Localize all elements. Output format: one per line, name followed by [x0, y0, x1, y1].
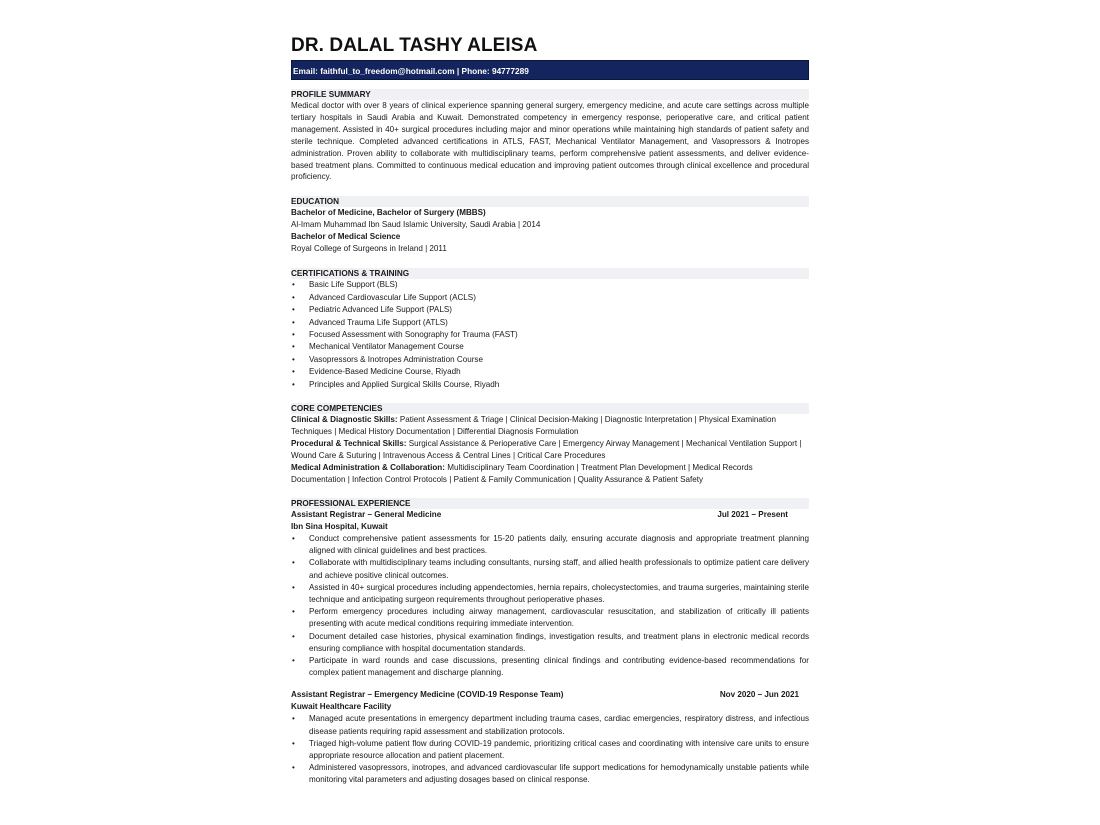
- bullet-icon: •: [292, 305, 295, 315]
- job-bullets: [291, 533, 809, 679]
- list-item: • Focused Assessment with Sonography for Trauma (FAST): [291, 329, 809, 341]
- list-item: • Managed acute presentations in emergency department including trauma cases, cardiac emergencies, respiratory distress, and infectious disease patients requiring rapid assessment and stabilization protocols.: [292, 714, 809, 736]
- list-item: • Vasopressors & Inotropes Administration Course: [291, 354, 809, 366]
- bullet-icon: •: [292, 534, 295, 543]
- profile-summary-text: Medical doctor with over 8 years of clinical experience spanning general surgery, emergency medicine, and acute care settings across multiple tertiary hospitals in Saudi Arabia and Kuwait. Demonstrated competency in emergency response, perioperative care, and critical patient management. Assisted in 40+ surgical procedures including major and minor operations while maintaining high standards of patient safety and sterile technique. Completed advanced certifications in ATLS, FAST, Mechanical Ventilator Management, and Vasopressors & Inotropes administration. Proven ability to collaborate with multidisciplinary teams, perform comprehensive patient assessments, and deliver evidence-based treatment plans. Committed to continuous medical education and improving patient outcomes through clinical excellence and procedural proficiency.: [291, 101, 809, 182]
- contact-bar: Email: faithful_to_freedom@hotmail.com | Phone: 94777289: [291, 60, 809, 80]
- education-degree: Bachelor of Medical Science: [291, 232, 401, 242]
- job-dates: Nov 2020 – Jun 2021: [719, 690, 799, 700]
- section-title-education: EDUCATION: [291, 196, 809, 207]
- list-item: • Mechanical Ventilator Management Course: [291, 341, 809, 353]
- bullet-icon: •: [292, 582, 295, 592]
- bullet-icon: •: [292, 558, 295, 568]
- competency-label: Medical Administration & Collaboration:: [291, 463, 445, 472]
- list-item: • Advanced Cardiovascular Life Support (ACLS): [291, 292, 809, 304]
- list-item: • Advanced Trauma Life Support (ATLS): [291, 317, 809, 329]
- job-entry: [291, 689, 809, 786]
- bullet-icon: •: [292, 656, 295, 666]
- job-dates: Jul 2021 – Present: [717, 510, 788, 519]
- certifications-list: [291, 279, 809, 391]
- bullet-icon: •: [292, 714, 295, 724]
- competency-group: [291, 438, 809, 462]
- competencies-list: [291, 414, 809, 486]
- list-item: • Pediatric Advanced Life Support (PALS): [291, 304, 809, 316]
- bullet-icon: •: [292, 607, 295, 617]
- list-item: • Participate in ward rounds and case discussions, presenting clinical findings and contributing evidence-based recommendations for complex patient management and discharge planning.: [292, 656, 809, 678]
- job-header: [291, 689, 809, 701]
- bullet-icon: •: [292, 631, 295, 641]
- resume-page: [291, 34, 809, 787]
- job-organization: Kuwait Healthcare Facility: [291, 702, 392, 712]
- list-item: • Administered vasopressors, inotropes, and advanced cardiovascular life support medications for hemodynamically unstable patients while monitoring vital parameters and adjusting dosages based on clinical response.: [292, 763, 809, 785]
- bullet-icon: •: [292, 379, 295, 389]
- bullet-icon: •: [292, 367, 295, 377]
- section-title-certifications: CERTIFICATIONS & TRAINING: [291, 268, 809, 279]
- section-title-experience: PROFESSIONAL EXPERIENCE: [291, 498, 809, 509]
- education-degree: Bachelor of Medicine, Bachelor of Surgery (MBBS): [291, 208, 486, 218]
- education-school: Royal College of Surgeons in Ireland | 2011: [291, 244, 447, 254]
- list-item: • Principles and Applied Surgical Skills Course, Riyadh: [291, 379, 809, 391]
- bullet-icon: •: [292, 763, 295, 773]
- job-bullets: [291, 713, 809, 786]
- competency-label: Clinical & Diagnostic Skills:: [291, 415, 398, 424]
- competency-group: [291, 414, 809, 438]
- competency-group: [291, 462, 809, 486]
- bullet-icon: •: [292, 317, 295, 327]
- competency-text: Patient Assessment & Triage | Clinical Decision-Making | Diagnostic Interpretation | Physical Examination Techniques | Medical History Documentation | Differential Diagnosis Formulation: [291, 415, 776, 436]
- list-item: • Assisted in 40+ surgical procedures including appendectomies, hernia repairs, cholecystectomies, and trauma surgeries, maintaining sterile technique and anticipating surgeon requirements throughout perioperative phases.: [292, 582, 809, 605]
- list-item: • Triaged high-volume patient flow during COVID-19 pandemic, prioritizing critical cases and coordinating with intensive care units to ensure appropriate resource allocation and patient placement.: [292, 738, 809, 761]
- job-entry: [291, 509, 809, 679]
- bullet-icon: •: [292, 292, 295, 302]
- job-header: [291, 509, 809, 521]
- job-role: Assistant Registrar – General Medicine: [291, 510, 442, 519]
- list-item: • Conduct comprehensive patient assessments for 15-20 patients daily, ensuring accurate diagnosis and appropriate treatment planning aligned with clinical guidelines and best practices.: [292, 534, 809, 556]
- list-item: • Evidence-Based Medicine Course, Riyadh: [291, 366, 809, 378]
- competency-text: Multidisciplinary Team Coordination | Treatment Plan Development | Medical Records Documentation | Infection Control Protocols | Patient & Family Communication | Quality Assurance & Patient Safety: [291, 463, 753, 484]
- bullet-icon: •: [292, 342, 295, 352]
- job-role: Assistant Registrar – Emergency Medicine (COVID-19 Response Team): [291, 690, 564, 700]
- section-title-profile: PROFILE SUMMARY: [291, 89, 809, 100]
- education-list: [291, 207, 809, 255]
- bullet-icon: •: [292, 280, 295, 290]
- list-item: • Perform emergency procedures including airway management, cardiovascular resuscitation, and stabilization of critically ill patients presenting with acute medical conditions requiring immediate intervention.: [292, 607, 809, 629]
- bullet-icon: •: [292, 738, 295, 748]
- competency-text: Surgical Assistance & Perioperative Care | Emergency Airway Management | Mechanical Ventilation Support | Wound Care & Suturing | Intravenous Access & Central Lines | Critical Care Procedures: [291, 439, 802, 460]
- job-organization: Ibn Sina Hospital, Kuwait: [291, 522, 388, 531]
- list-item: • Basic Life Support (BLS): [291, 279, 809, 291]
- education-school: Al-Imam Muhammad Ibn Saud Islamic University, Saudi Arabia | 2014: [291, 220, 541, 230]
- candidate-name: DR. DALAL TASHY ALEISA: [291, 35, 538, 56]
- bullet-icon: •: [292, 354, 295, 364]
- list-item: • Collaborate with multidisciplinary teams including consultants, nursing staff, and allied health professionals to optimize patient care delivery and achieve positive clinical outcomes.: [292, 558, 809, 580]
- bullet-icon: •: [292, 329, 295, 339]
- section-title-competencies: CORE COMPETENCIES: [291, 403, 809, 414]
- list-item: • Document detailed case histories, physical examination findings, investigation results, and treatment plans in electronic medical records ensuring compliance with hospital documentation standards.: [292, 631, 809, 653]
- competency-label: Procedural & Technical Skills:: [291, 439, 407, 448]
